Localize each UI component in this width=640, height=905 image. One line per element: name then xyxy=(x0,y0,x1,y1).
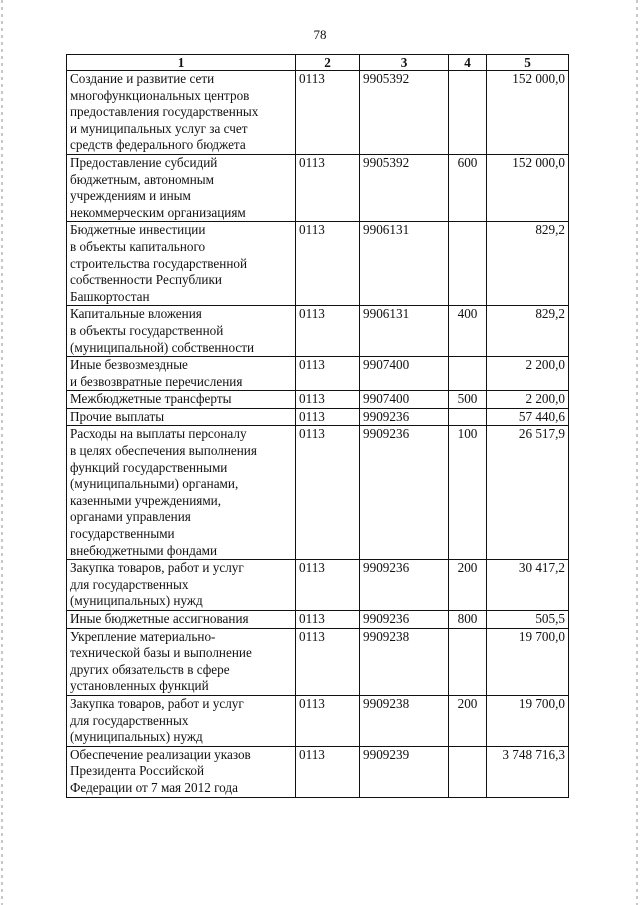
row-section-code: 0113 xyxy=(296,357,360,391)
table-row xyxy=(67,560,569,611)
row-target-code: 9906131 xyxy=(360,306,449,357)
header-col-1: 1 xyxy=(67,55,296,71)
table-row xyxy=(67,408,569,426)
row-amount: 152 000,0 xyxy=(487,154,569,221)
row-amount: 505,5 xyxy=(487,611,569,629)
row-expense-type xyxy=(449,746,487,797)
table-row xyxy=(67,695,569,746)
row-expense-type xyxy=(449,628,487,695)
row-expense-type: 100 xyxy=(449,426,487,560)
row-amount: 2 200,0 xyxy=(487,357,569,391)
row-name: Капитальные вложения в объекты государственной (муниципальной) собственности xyxy=(67,306,296,357)
row-amount: 2 200,0 xyxy=(487,391,569,409)
row-section-code: 0113 xyxy=(296,154,360,221)
row-expense-type: 600 xyxy=(449,154,487,221)
table-row xyxy=(67,357,569,391)
row-target-code: 9909238 xyxy=(360,695,449,746)
row-expense-type xyxy=(449,222,487,306)
row-name: Создание и развитие сети многофункциональных центров предоставления государственных и муниципальных услуг за счет средств федерального бюджета xyxy=(67,71,296,155)
row-target-code: 9909236 xyxy=(360,408,449,426)
row-section-code: 0113 xyxy=(296,611,360,629)
row-name: Расходы на выплаты персоналу в целях обеспечения выполнения функций государственными (муниципальными) органами, казенными учреждениями, органами управления государственными внебюджетными фондами xyxy=(67,426,296,560)
row-amount: 26 517,9 xyxy=(487,426,569,560)
row-section-code: 0113 xyxy=(296,391,360,409)
row-target-code: 9909236 xyxy=(360,560,449,611)
row-section-code: 0113 xyxy=(296,71,360,155)
table-row xyxy=(67,426,569,560)
row-target-code: 9907400 xyxy=(360,391,449,409)
row-section-code: 0113 xyxy=(296,306,360,357)
row-name: Закупка товаров, работ и услуг для государственных (муниципальных) нужд xyxy=(67,695,296,746)
row-amount: 3 748 716,3 xyxy=(487,746,569,797)
row-target-code: 9906131 xyxy=(360,222,449,306)
row-name: Укрепление материально- технической базы и выполнение других обязательств в сфере установленных функций xyxy=(67,628,296,695)
row-name: Обеспечение реализации указов Президента Российской Федерации от 7 мая 2012 года xyxy=(67,746,296,797)
row-target-code: 9909238 xyxy=(360,628,449,695)
table-row xyxy=(67,306,569,357)
row-amount: 57 440,6 xyxy=(487,408,569,426)
row-amount: 19 700,0 xyxy=(487,628,569,695)
row-name: Предоставление субсидий бюджетным, автономным учреждениям и иным некоммерческим организациям xyxy=(67,154,296,221)
page-number: 78 xyxy=(313,27,327,42)
table-row xyxy=(67,222,569,306)
row-section-code: 0113 xyxy=(296,560,360,611)
table-body xyxy=(67,71,569,798)
row-target-code: 9905392 xyxy=(360,71,449,155)
row-name: Иные безвозмездные и безвозвратные перечисления xyxy=(67,357,296,391)
row-amount: 30 417,2 xyxy=(487,560,569,611)
row-target-code: 9909239 xyxy=(360,746,449,797)
row-target-code: 9909236 xyxy=(360,611,449,629)
row-amount: 19 700,0 xyxy=(487,695,569,746)
table-row xyxy=(67,628,569,695)
scan-edge-right xyxy=(636,0,638,905)
table-header xyxy=(67,55,569,71)
header-row xyxy=(67,55,569,71)
row-section-code: 0113 xyxy=(296,695,360,746)
header-col-5: 5 xyxy=(487,55,569,71)
row-section-code: 0113 xyxy=(296,426,360,560)
row-section-code: 0113 xyxy=(296,222,360,306)
row-target-code: 9907400 xyxy=(360,357,449,391)
header-col-2: 2 xyxy=(296,55,360,71)
row-amount: 829,2 xyxy=(487,222,569,306)
row-name: Прочие выплаты xyxy=(67,408,296,426)
row-amount: 152 000,0 xyxy=(487,71,569,155)
table-row xyxy=(67,611,569,629)
header-col-4: 4 xyxy=(449,55,487,71)
row-amount: 829,2 xyxy=(487,306,569,357)
row-expense-type: 200 xyxy=(449,695,487,746)
row-section-code: 0113 xyxy=(296,628,360,695)
scan-edge-left xyxy=(1,0,3,905)
row-name: Закупка товаров, работ и услуг для государственных (муниципальных) нужд xyxy=(67,560,296,611)
row-name: Иные бюджетные ассигнования xyxy=(67,611,296,629)
row-name: Межбюджетные трансферты xyxy=(67,391,296,409)
table-row xyxy=(67,746,569,797)
table-row xyxy=(67,391,569,409)
row-expense-type: 800 xyxy=(449,611,487,629)
row-expense-type: 400 xyxy=(449,306,487,357)
row-expense-type xyxy=(449,408,487,426)
row-expense-type xyxy=(449,357,487,391)
row-name: Бюджетные инвестиции в объекты капитального строительства государственной собственности Республики Башкортостан xyxy=(67,222,296,306)
table-row xyxy=(67,154,569,221)
row-expense-type: 200 xyxy=(449,560,487,611)
row-section-code: 0113 xyxy=(296,408,360,426)
row-expense-type: 500 xyxy=(449,391,487,409)
budget-table xyxy=(66,54,569,798)
header-col-3: 3 xyxy=(360,55,449,71)
row-section-code: 0113 xyxy=(296,746,360,797)
row-target-code: 9905392 xyxy=(360,154,449,221)
table-row xyxy=(67,71,569,155)
row-expense-type xyxy=(449,71,487,155)
row-target-code: 9909236 xyxy=(360,426,449,560)
